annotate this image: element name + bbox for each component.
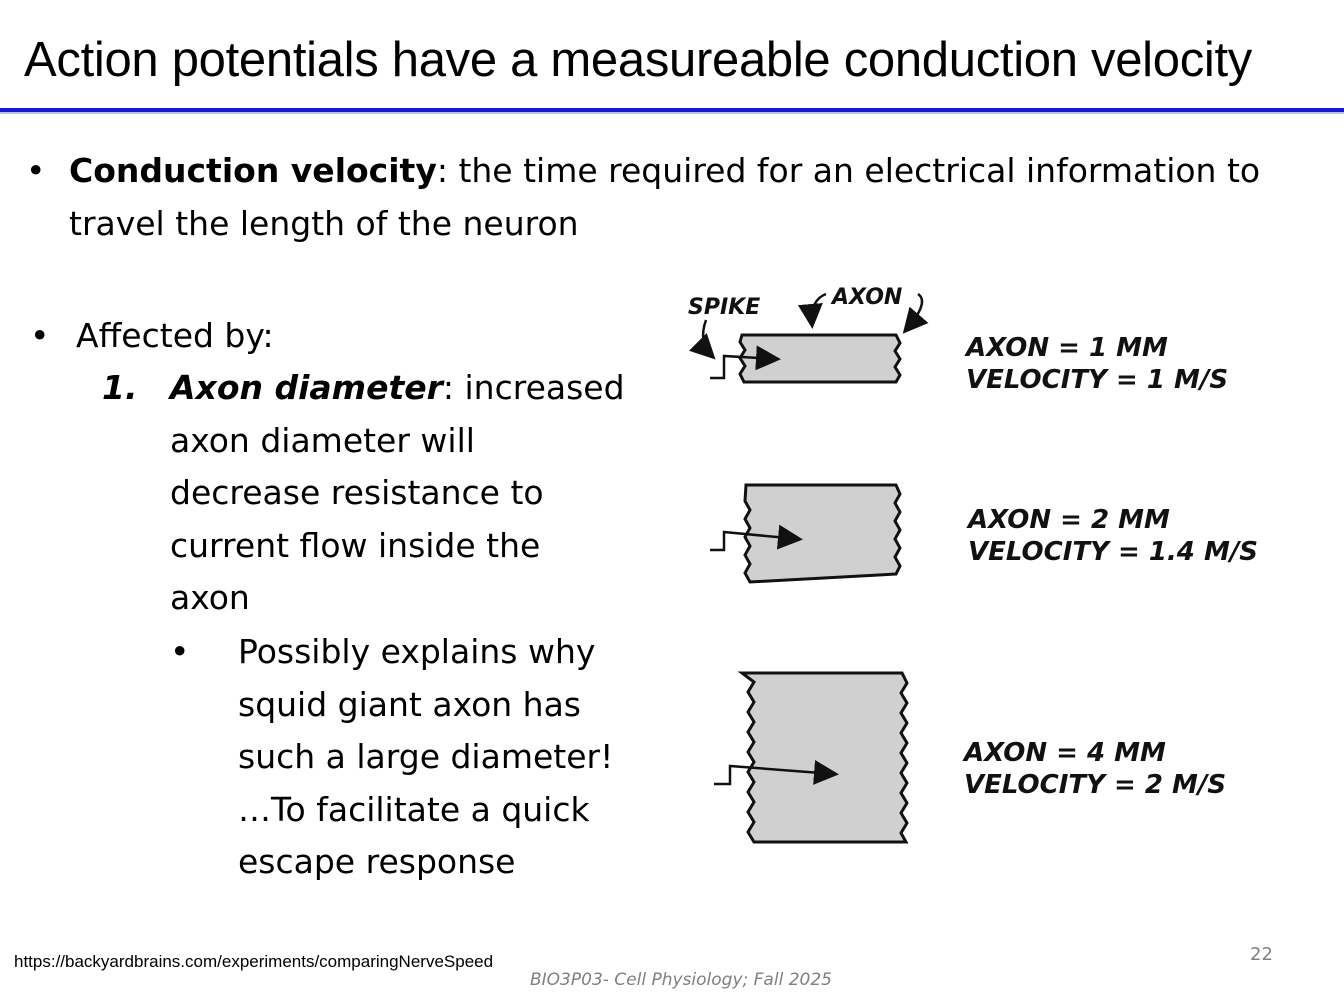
- slide-title: Action potentials have a measureable conduction velocity: [24, 33, 1253, 87]
- bullet-marker: •: [26, 151, 46, 190]
- title-underline-shadow: [0, 112, 1344, 114]
- definition-body: : the time required for an electrical information to travel the length of the neuron: [69, 151, 1261, 243]
- course-footer: BIO3P03- Cell Physiology; Fall 2025: [530, 970, 832, 990]
- axon-label: AXON: [832, 285, 903, 310]
- axon-size-label-3: AXON = 4 MM: [964, 738, 1166, 768]
- spike-pointer-arrow: [703, 320, 712, 356]
- definition-term: Conduction velocity: [69, 151, 437, 190]
- axon-pointer-arrow-left: [812, 294, 826, 324]
- item-text: [170, 362, 630, 625]
- affected-by-label: Affected by:: [76, 316, 274, 355]
- axon-segment-2mm: [745, 485, 900, 582]
- axon-segment-4mm: [742, 673, 907, 842]
- definition-text: [69, 145, 1319, 250]
- bullet-marker: •: [170, 632, 190, 671]
- page-number: 22: [1250, 944, 1273, 965]
- axon-size-label-1: AXON = 1 MM: [966, 333, 1168, 363]
- item-body: : increased axon diameter will decrease resistance to current flow inside the axon: [170, 368, 625, 617]
- velocity-label-2: VELOCITY = 1.4 M/S: [968, 537, 1259, 567]
- source-url: https://backyardbrains.com/experiments/comparingNerveSpeed: [14, 952, 494, 971]
- squid-axon-text: Possibly explains why squid giant axon has such a large diameter! …To facilitate a quick escape response: [238, 632, 614, 881]
- axon-diameter-diagram: [680, 280, 1300, 860]
- item-number: 1.: [102, 368, 138, 407]
- spike-label: SPIKE: [688, 295, 761, 320]
- item-term: Axon diameter: [170, 368, 443, 407]
- axon-size-label-2: AXON = 2 MM: [968, 505, 1170, 535]
- bullet-marker: •: [30, 316, 50, 355]
- axon-pointer-arrow-right: [906, 294, 922, 330]
- velocity-label-3: VELOCITY = 2 M/S: [964, 770, 1227, 800]
- velocity-label-1: VELOCITY = 1 M/S: [966, 365, 1229, 395]
